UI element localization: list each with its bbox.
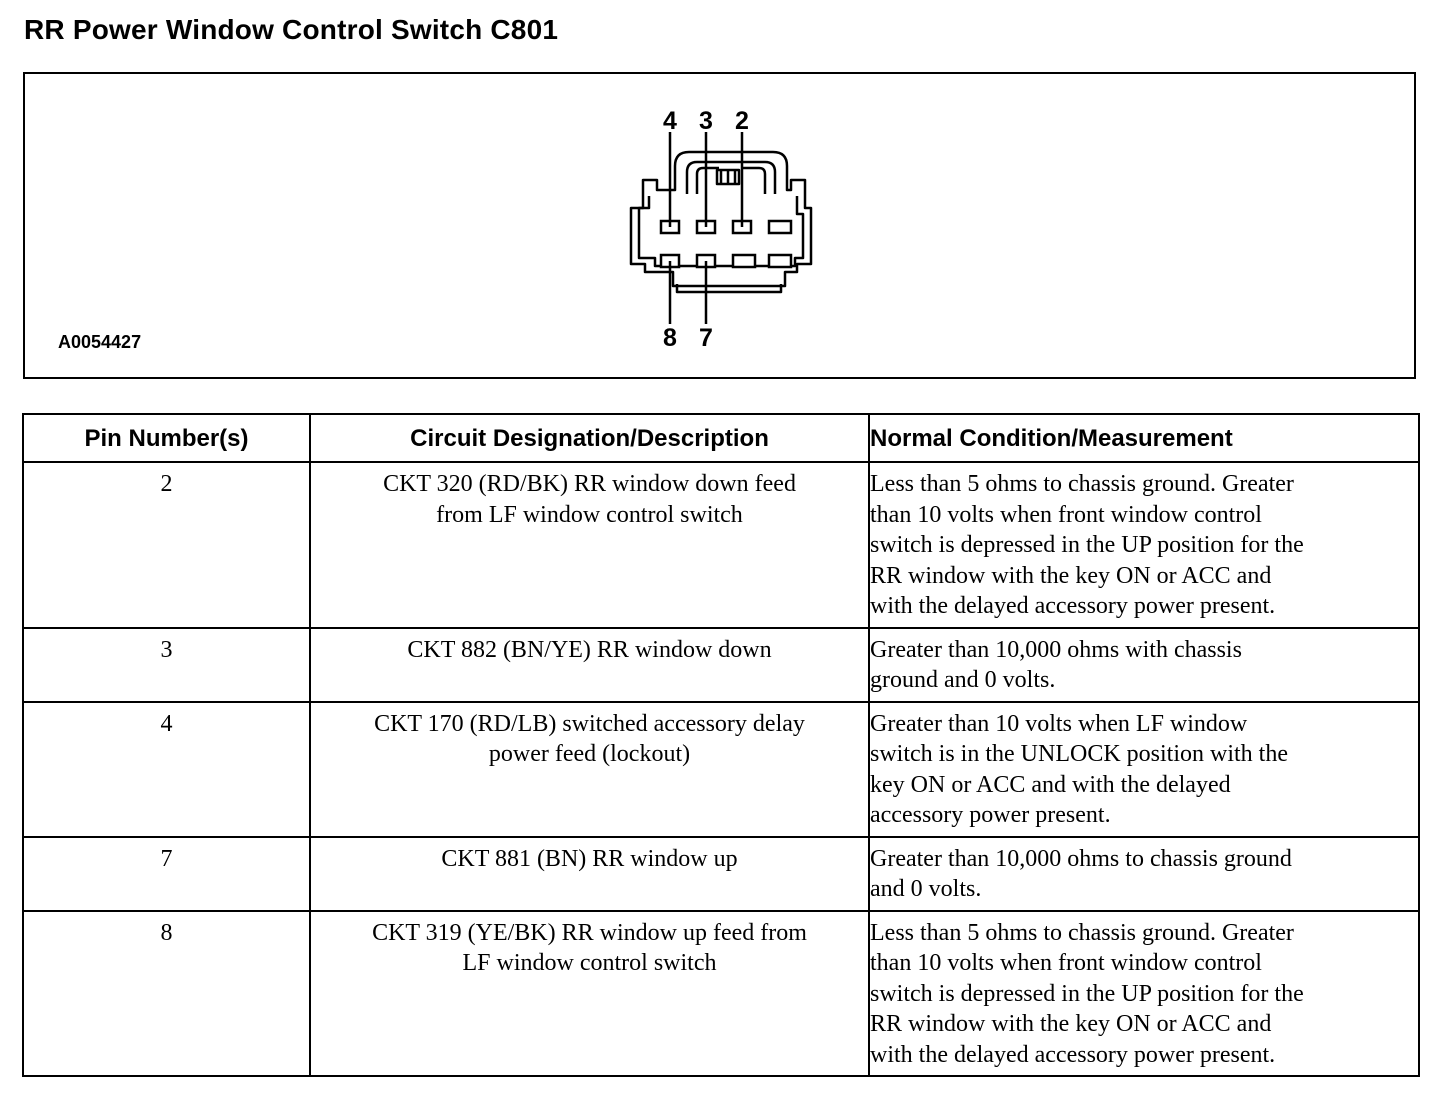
- pin-number-cell: 2: [23, 462, 310, 628]
- condition-line: Greater than 10,000 ohms with chassis: [870, 636, 1242, 663]
- pin-cavity-5: [769, 255, 791, 267]
- circuit-cell: [310, 837, 869, 911]
- header-normal-condition: Normal Condition/Measurement: [869, 414, 1419, 462]
- header-pin-numbers: Pin Number(s): [23, 414, 310, 462]
- figure-id: A0054427: [58, 332, 142, 352]
- circuit-cell: [310, 628, 869, 702]
- condition-line: Greater than 10 volts when LF window: [870, 710, 1248, 737]
- condition-line: than 10 volts when front window control: [870, 950, 1262, 976]
- condition-line: than 10 volts when front window control: [870, 501, 1262, 528]
- circuit-line: LF window control switch: [462, 950, 717, 976]
- circuit-line: power feed (lockout): [488, 741, 691, 767]
- condition-line: switch is depressed in the UP position for the: [870, 980, 1304, 1007]
- condition-line: with the delayed accessory power present.: [870, 593, 1276, 619]
- circuit-line: CKT 170 (RD/LB) switched accessory delay: [374, 710, 805, 737]
- table-row: [23, 462, 1419, 628]
- condition-line: RR window with the key ON or ACC and: [870, 1011, 1272, 1037]
- condition-cell: [869, 702, 1419, 837]
- pin-label-4: 4: [663, 107, 677, 135]
- table-row: [23, 702, 1419, 837]
- pin-label-2: 2: [735, 107, 749, 135]
- circuit-line: CKT 319 (YE/BK) RR window up feed from: [372, 919, 807, 946]
- pin-cavity-6: [733, 255, 755, 267]
- circuit-cell: [310, 462, 869, 628]
- circuit-cell: [310, 702, 869, 837]
- condition-line: Less than 5 ohms to chassis ground. Greater: [870, 471, 1294, 497]
- condition-cell: [869, 462, 1419, 628]
- connector-latch: [687, 162, 775, 194]
- header-circuit-designation: Circuit Designation/Description: [310, 414, 869, 462]
- pin-table: [22, 413, 1420, 1077]
- condition-cell: [869, 911, 1419, 1077]
- connector-figure: [23, 72, 1416, 379]
- circuit-line: CKT 881 (BN) RR window up: [441, 845, 738, 872]
- page-title: RR Power Window Control Switch C801: [24, 14, 559, 45]
- condition-line: key ON or ACC and with the delayed: [870, 771, 1231, 798]
- pin-label-3: 3: [699, 107, 713, 135]
- condition-line: switch is depressed in the UP position for the: [870, 532, 1304, 558]
- condition-line: accessory power present.: [870, 802, 1111, 828]
- pin-label-8: 8: [663, 324, 677, 352]
- circuit-line: CKT 320 (RD/BK) RR window down feed: [383, 471, 796, 497]
- pin-number-cell: 7: [23, 837, 310, 911]
- condition-line: and 0 volts.: [870, 876, 982, 902]
- condition-line: ground and 0 volts.: [870, 667, 1056, 693]
- condition-line: with the delayed accessory power present.: [870, 1041, 1276, 1068]
- pin-label-7: 7: [699, 324, 713, 352]
- table-row: [23, 837, 1419, 911]
- table-row: [23, 911, 1419, 1077]
- condition-cell: [869, 628, 1419, 702]
- connector-diagram: [25, 74, 1418, 381]
- condition-line: Less than 5 ohms to chassis ground. Greater: [870, 919, 1294, 946]
- circuit-line: CKT 882 (BN/YE) RR window down: [407, 636, 772, 663]
- condition-line: Greater than 10,000 ohms to chassis ground: [870, 845, 1292, 872]
- condition-cell: [869, 837, 1419, 911]
- pin-number-cell: 3: [23, 628, 310, 702]
- table-header-row: [23, 414, 1419, 462]
- circuit-cell: [310, 911, 869, 1077]
- pin-number-cell: 4: [23, 702, 310, 837]
- circuit-line: from LF window control switch: [436, 501, 743, 528]
- condition-line: switch is in the UNLOCK position with the: [870, 741, 1288, 767]
- table-row: [23, 628, 1419, 702]
- pin-number-cell: 8: [23, 911, 310, 1077]
- condition-line: RR window with the key ON or ACC and: [870, 562, 1272, 589]
- pin-cavity-1: [769, 221, 791, 233]
